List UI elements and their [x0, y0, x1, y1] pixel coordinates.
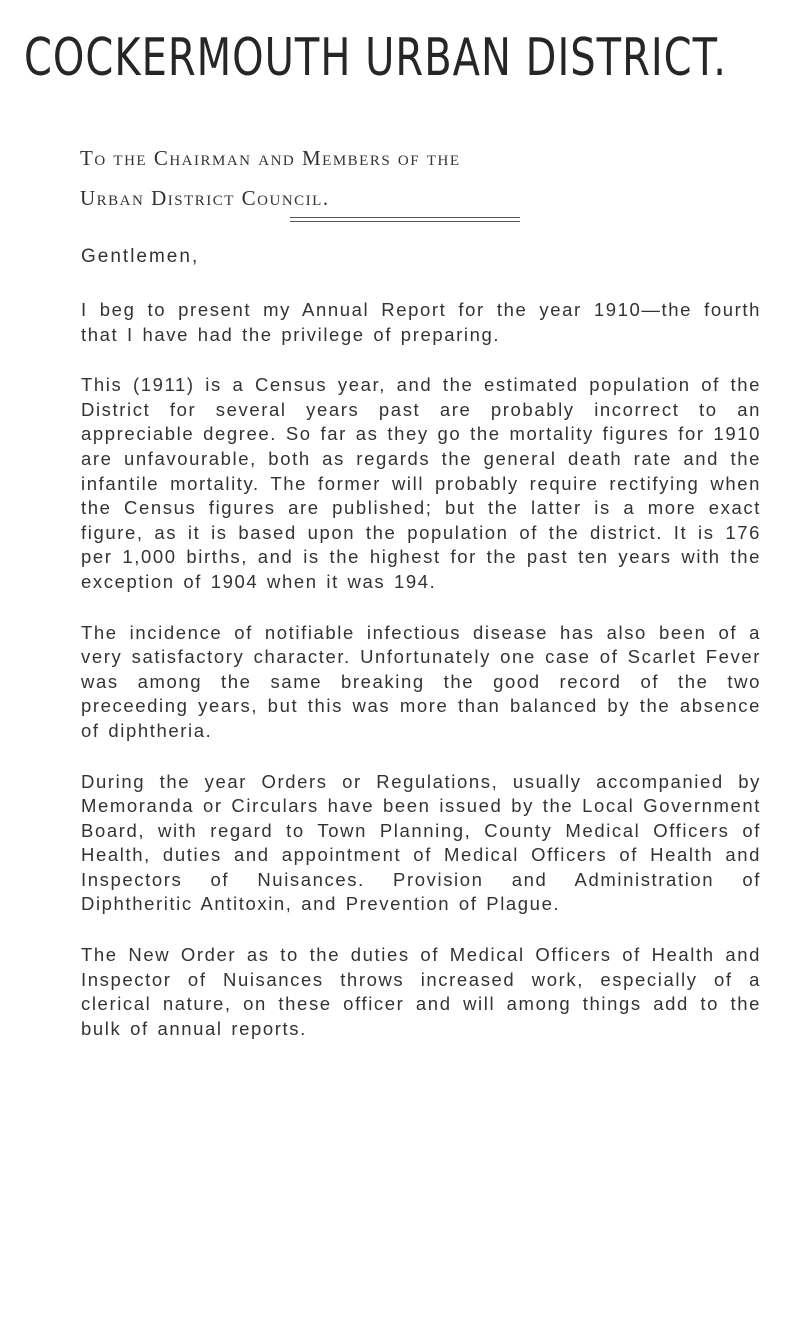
salutation: Gentlemen, — [81, 246, 200, 267]
paragraph-3: The incidence of notifiable infectious disease has also been of a very satisfactory character. Unfortunately one case of Scarlet Fever was among the same breaking the good record of the two preceeding years, but this was more than balanced by the absence of diphtheria. — [81, 621, 761, 741]
paragraph-5: The New Order as to the duties of Medical Officers of Health and Inspector of Nuisances throws increased work, especially of a clerical nature, on these officer and will among things add to the bulk of annual reports. — [81, 944, 761, 1039]
paragraph-1: I beg to present my Annual Report for the year 1910—the fourth that I have had the privilege of preparing. — [81, 299, 761, 345]
divider-rule-top — [290, 217, 520, 218]
address-line-1: To the Chairman and Members of the — [80, 146, 461, 170]
address-block — [80, 138, 740, 218]
paragraph-4: During the year Orders or Regulations, usually accompanied by Memoranda or Circulars have been issued by the Local Government Board, with regard to Town Planning, County Medical Officers of Health, duties and appointment of Medical Officers of Health and Inspectors of Nuisances. Provision and Administration of Diphtheritic Antitoxin, and Prevention of Plague. — [81, 770, 761, 915]
report-body — [81, 298, 761, 1067]
document-heading: COCKERMOUTH URBAN DISTRICT. — [24, 28, 727, 88]
paragraph-2: This (1911) is a Census year, and the estimated population of the District for several years past are probably incorrect to an appreciable degree. So far as they go the mortality figures for 1910 are unfavourable, both as regards the general death rate and the infantile mortality. The former will probably require rectifying when the Census figures are published; but the latter is a more exact figure, as it is based upon the population of the district. It is 176 per 1,000 births, and is the highest for the past ten years with the exception of 1904 when it was 194. — [81, 374, 761, 592]
divider-rule-bottom — [290, 221, 520, 222]
address-line-2: Urban District Council. — [80, 186, 330, 210]
